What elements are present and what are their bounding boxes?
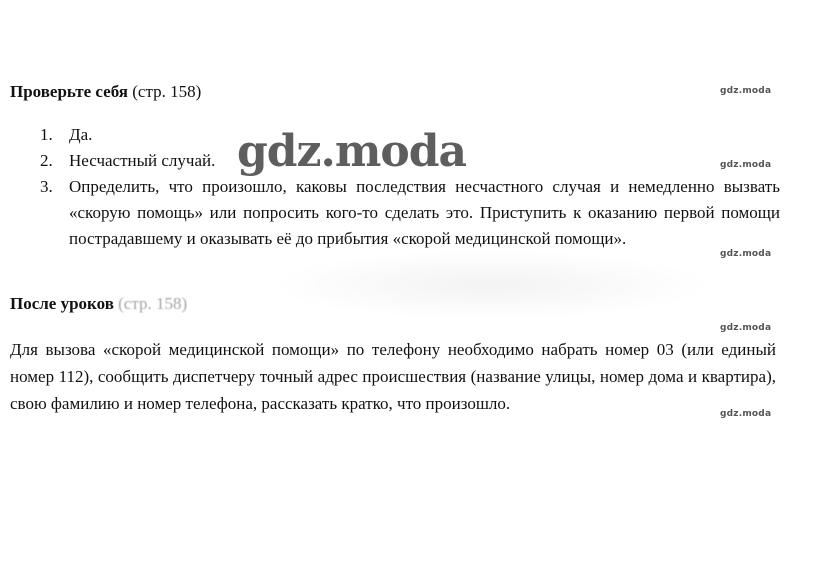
- item-text: Несчастный случай.: [69, 151, 216, 170]
- watermark-small: gdz.moda: [720, 86, 772, 96]
- watermark-small: gdz.moda: [720, 249, 772, 259]
- item-text: Да.: [69, 125, 93, 144]
- item-number: 1.: [40, 125, 53, 144]
- watermark-small: gdz.moda: [720, 160, 772, 170]
- heading-page-ref: (стр. 158): [132, 82, 202, 101]
- faded-area: [270, 250, 710, 320]
- watermark-small: gdz.moda: [720, 409, 772, 419]
- watermark-small: gdz.moda: [720, 323, 772, 333]
- section-heading-check-yourself: [10, 82, 201, 102]
- item-text: Определить, что произошло, каковы последствия несчастного случая и немедленно вызвать «скорую помощь» или попросить кого-то сделать это. Приступить к оказанию первой помощи пострадавшему и оказывать её до прибытия «скорой медицинской помощи».: [69, 177, 780, 248]
- list-item: [40, 174, 780, 252]
- heading-title: Проверьте себя: [10, 82, 128, 101]
- item-number: 3.: [40, 177, 53, 196]
- answer-paragraph: Для вызова «скорой медицинской помощи» по телефону необходимо набрать номер 03 (или единый номер 112), сообщить диспетчеру точный адрес происшествия (название улицы, номер дома и квартира), свою фамилию и номер телефона, рассказать кратко, что произошло.: [10, 340, 776, 413]
- watermark-logo: gdz.moda: [237, 126, 467, 177]
- section-heading-after-lessons: [10, 294, 187, 314]
- heading-page-ref: (стр. 158): [118, 294, 188, 313]
- heading-title: После уроков: [10, 294, 114, 313]
- item-number: 2.: [40, 151, 53, 170]
